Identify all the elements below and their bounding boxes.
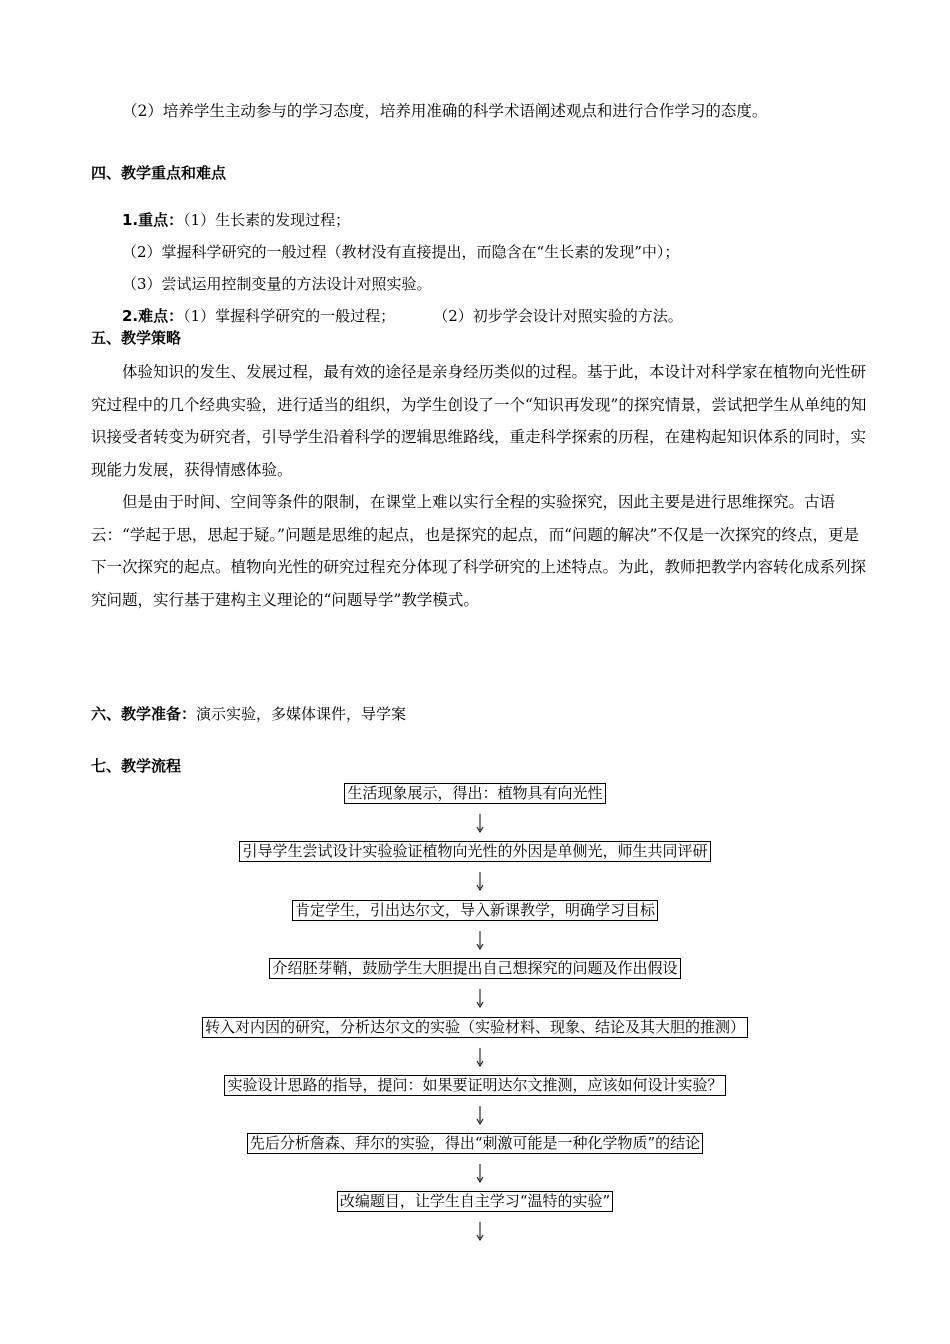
flow-box-3: 肯定学生，引出达尔文，导入新课教学，明确学习目标 (292, 900, 658, 921)
section-6-text: 演示实验，多媒体课件，导学案 (196, 705, 407, 723)
flow-step-3 (0, 900, 950, 921)
difficult-point-2: （2）初步学会设计对照实验的方法。 (433, 307, 683, 325)
strategy-text (91, 356, 869, 616)
goal-item-2: （2）培养学生主动参与的学习态度，培养用准确的科学术语阐述观点和进行合作学习的态度。 (122, 102, 768, 120)
down-arrow-icon (474, 1163, 486, 1183)
flow-step-5 (0, 1017, 950, 1038)
flow-step-7 (0, 1133, 950, 1154)
flow-step-6 (0, 1075, 950, 1096)
down-arrow-icon (474, 1221, 486, 1241)
strategy-paragraph-1: 体验知识的发生、发展过程，最有效的途径是亲身经历类似的过程。基于此，本设计对科学家在植物向光性研究过程中的几个经典实验，进行适当的组织，为学生创设了一个“知识再发现”的探究情景，尝试把学生从单纯的知识接受者转变为研究者，引导学生沿着科学的逻辑思维路线，重走科学探索的历程，在建构起知识体系的同时，实现能力发展，获得情感体验。 (91, 363, 867, 479)
section-6-line (91, 704, 406, 724)
flow-box-6: 实验设计思路的指导，提问：如果要证明达尔文推测，应该如何设计实验？ (224, 1075, 725, 1096)
key-points-line (122, 210, 350, 230)
flow-box-5: 转入对内因的研究，分析达尔文的实验（实验材料、现象、结论及其大胆的推测） (202, 1017, 748, 1038)
key-point-1: （1）生长素的发现过程； (183, 211, 351, 229)
flow-step-2 (0, 841, 950, 862)
down-arrow-icon (474, 988, 486, 1008)
flow-step-8 (0, 1191, 950, 1212)
strategy-paragraph-2-lead: 但是由于时间、空间等条件的限制，在课堂上难以实行全程的实验探究，因此主要是进行思维探究。 (122, 493, 805, 511)
key-point-3: （3）尝试运用控制变量的方法设计对照实验。 (122, 275, 432, 293)
down-arrow-icon (474, 1105, 486, 1125)
strategy-paragraph-2 (91, 486, 869, 616)
difficult-points-label: 2.难点： (122, 307, 184, 325)
section-6-heading: 六、教学准备： (91, 705, 197, 723)
flow-step-4 (0, 958, 950, 979)
flow-box-4: 介绍胚芽鞘，鼓励学生大胆提出自己想探究的问题及作出假设 (269, 958, 680, 979)
strategy-paragraph-2-rest: 古语云：“学起于思，思起于疑。”问题是思维的起点，也是探究的起点，而“问题的解决”不仅是一次探究的终点，更是下一次探究的起点。植物向光性的研究过程充分体现了科学研究的上述特点。为此，教师把教学内容转化成系列探究问题，实行基于建构主义理论的“问题导学”教学模式。 (91, 493, 867, 609)
down-arrow-icon (474, 930, 486, 950)
flow-box-2: 引导学生尝试设计实验验证植物向光性的外因是单侧光，师生共同评研 (239, 841, 710, 862)
key-point-2: （2）掌握科学研究的一般过程（教材没有直接提出，而隐含在“生长素的发现”中）； (122, 243, 680, 261)
down-arrow-icon (474, 871, 486, 891)
flow-box-8: 改编题目，让学生自主学习“温特的实验” (337, 1191, 613, 1212)
flow-box-7: 先后分析詹森、拜尔的实验，得出“刺激可能是一种化学物质”的结论 (247, 1133, 703, 1154)
key-points-label: 1.重点： (122, 211, 184, 229)
down-arrow-icon (474, 1047, 486, 1067)
difficult-points-line (122, 306, 683, 326)
difficult-point-1: （1）掌握科学研究的一般过程； (183, 307, 396, 325)
section-5-heading: 五、教学策略 (91, 329, 182, 347)
down-arrow-icon (474, 813, 486, 833)
section-4-heading: 四、教学重点和难点 (91, 164, 227, 182)
flow-box-1: 生活现象展示，得出：植物具有向光性 (344, 783, 605, 804)
section-7-heading: 七、教学流程 (91, 757, 182, 775)
flow-step-1 (0, 783, 950, 804)
